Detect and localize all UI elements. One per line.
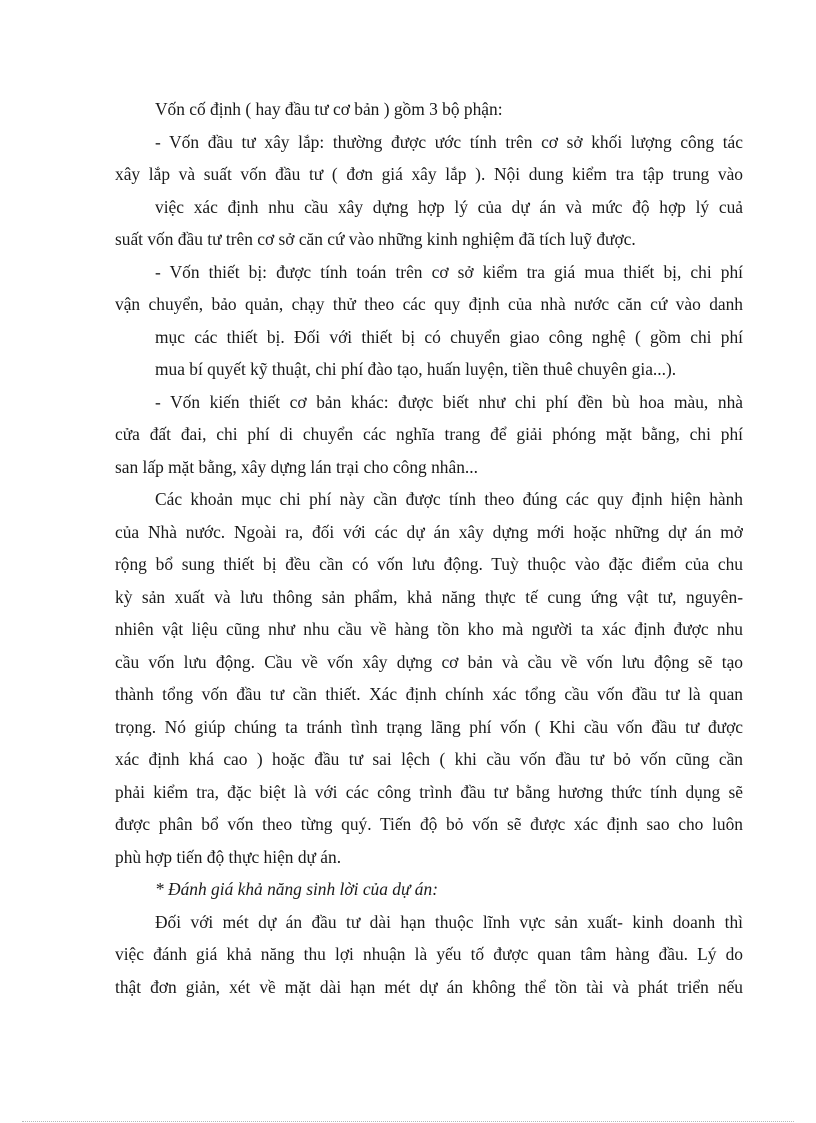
paragraph-line: việc đánh giá khả năng thu lợi nhuận là yếu tố được quan tâm hàng đầu. Lý do: [115, 944, 743, 964]
paragraph-line: rộng bổ sung thiết bị đều cần có vốn lưu động. Tuỳ thuộc vào đặc điểm của chu: [115, 554, 743, 574]
paragraph-line: mục các thiết bị. Đối với thiết bị có chuyển giao công nghệ ( gồm chi phí: [155, 326, 743, 347]
paragraph-line: - Vốn đầu tư xây lắp: thường được ước tính trên cơ sở khối lượng công tác: [155, 131, 743, 152]
page-bottom-divider: [22, 1121, 794, 1122]
paragraph-line: phù hợp tiến độ thực hiện dự án.: [115, 846, 342, 867]
paragraph-line: - Vốn kiến thiết cơ bản khác: được biết như chi phí đền bù hoa màu, nhà: [155, 391, 743, 412]
paragraph-line: phải kiểm tra, đặc biệt là với các công trình đầu tư bằng hương thức tính dụng sẽ: [115, 781, 743, 802]
paragraph-line: cửa đất đai, chi phí di chuyển các nghĩa trang để giải phóng mặt bằng, chi phí: [115, 424, 743, 444]
paragraph-line: vận chuyển, bảo quản, chạy thử theo các quy định của nhà nước căn cứ vào danh: [115, 294, 743, 314]
paragraph-line: Đối với mét dự án đầu tư dài hạn thuộc lĩnh vực sản xuất- kinh doanh thì: [155, 911, 743, 932]
paragraph-line: thật đơn giản, xét về mặt dài hạn mét dự án không thể tồn tài và phát triển nếu: [115, 976, 743, 997]
paragraph-line: mua bí quyết kỹ thuật, chi phí đào tạo, huấn luyện, tiền thuê chuyên gia...).: [155, 359, 677, 379]
paragraph-line: nhiên vật liệu cũng như nhu cầu về hàng tồn kho mà người ta xác định được nhu: [115, 619, 743, 639]
paragraph-line: trọng. Nó giúp chúng ta tránh tình trạng lãng phí vốn ( Khi cầu vốn đầu tư được: [115, 716, 743, 737]
section-heading-profitability: * Đánh giá khả năng sinh lời của dự án:: [155, 879, 438, 899]
paragraph-line: thành tổng vốn đầu tư cần thiết. Xác định chính xác tổng cầu vốn đầu tư là quan: [115, 684, 743, 704]
paragraph-line: xây lắp và suất vốn đầu tư ( đơn giá xây lắp ). Nội dung kiểm tra tập trung vào: [115, 164, 743, 184]
paragraph-line: của Nhà nước. Ngoài ra, đối với các dự án xây dựng mới hoặc những dự án mở: [115, 521, 743, 542]
paragraph-line: kỳ sản xuất và lưu thông sản phẩm, khả năng thực tế cung ứng vật tư, nguyên-: [115, 586, 743, 607]
paragraph-line: suất vốn đầu tư trên cơ sở căn cứ vào những kinh nghiệm đã tích luỹ được.: [115, 229, 636, 249]
document-body: [115, 93, 743, 1003]
paragraph-line: - Vốn thiết bị: được tính toán trên cơ sở kiểm tra giá mua thiết bị, chi phí: [155, 261, 743, 282]
paragraph-line: cầu vốn lưu động. Cầu về vốn xây dựng cơ bản và cầu về vốn lưu động sẽ tạo: [115, 651, 743, 672]
paragraph-line: san lấp mặt bằng, xây dựng lán trại cho công nhân...: [115, 456, 478, 477]
paragraph-line: xác định khá cao ) hoặc đầu tư sai lệch ( khi cầu vốn đầu tư bỏ vốn cũng cần: [115, 749, 743, 769]
paragraph-line: Các khoản mục chi phí này cần được tính theo đúng các quy định hiện hành: [155, 489, 743, 509]
paragraph-line: được phân bổ vốn theo từng quý. Tiến độ bỏ vốn sẽ được xác định sao cho luôn: [115, 814, 743, 834]
heading-fixed-capital: Vốn cố định ( hay đầu tư cơ bản ) gồm 3 bộ phận:: [155, 99, 503, 119]
paragraph-line: việc xác định nhu cầu xây dựng hợp lý của dự án và mức độ hợp lý cuả: [155, 196, 743, 217]
